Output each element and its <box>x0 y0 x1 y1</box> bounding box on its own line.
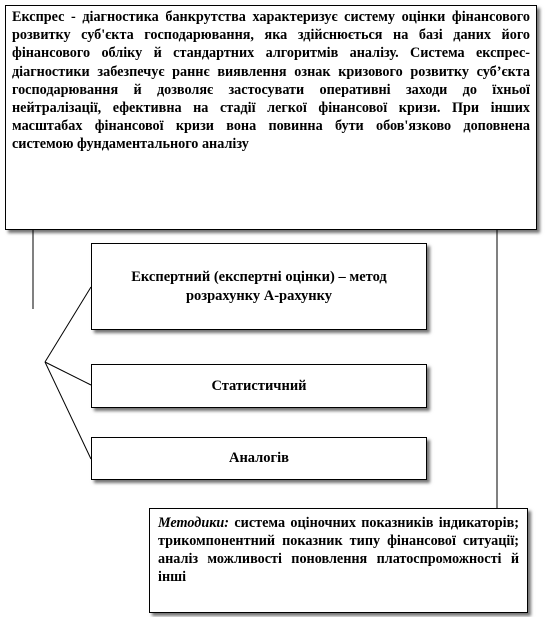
express-diagnostics-term: Експрес - діагностика банкрутства <box>12 9 246 25</box>
brace-line-statistical <box>45 362 91 385</box>
methodologies-box <box>149 508 528 613</box>
method-label-analog: Аналогів <box>228 450 290 466</box>
methodologies-description: система оціночних показників індикаторів; трикомпонентний показник типу фінансової ситуації; аналіз можливості поновлення платоспроможності й інші <box>158 515 519 585</box>
brace-line-analog <box>45 362 91 459</box>
method-box-statistical <box>91 364 427 408</box>
method-label-expert: Експертний (експертні оцінки) – метод розрахунку А-рахунку <box>131 268 387 304</box>
express-diagnostics-box <box>5 5 537 230</box>
brace-line-expert <box>45 287 91 362</box>
express-diagnostics-description: характеризує систему оцінки фінансового розвитку суб'єкта господарювання, яка здійснюється на базі даних його фінансового обліку й стандартних алгоритмів аналізу. Система експрес-діагностики забезпечує раннє виявлення ознак кризового розвитку суб’єкта господарювання й дозволяє застосувати оперативні заходи до їхньої нейтралізації, ефективна на стадії легкої фінансової кризи. При інших масштабах фінансової кризи вона повинна бути обов'язково доповнена системою фундаментального аналізу <box>12 9 530 153</box>
methodologies-text <box>158 514 519 586</box>
method-label-statistical: Статистичний <box>211 377 307 394</box>
method-box-expert <box>91 243 427 330</box>
method-box-analog <box>91 437 427 480</box>
express-diagnostics-text <box>12 8 530 154</box>
methodologies-term: Методики: <box>158 515 230 531</box>
